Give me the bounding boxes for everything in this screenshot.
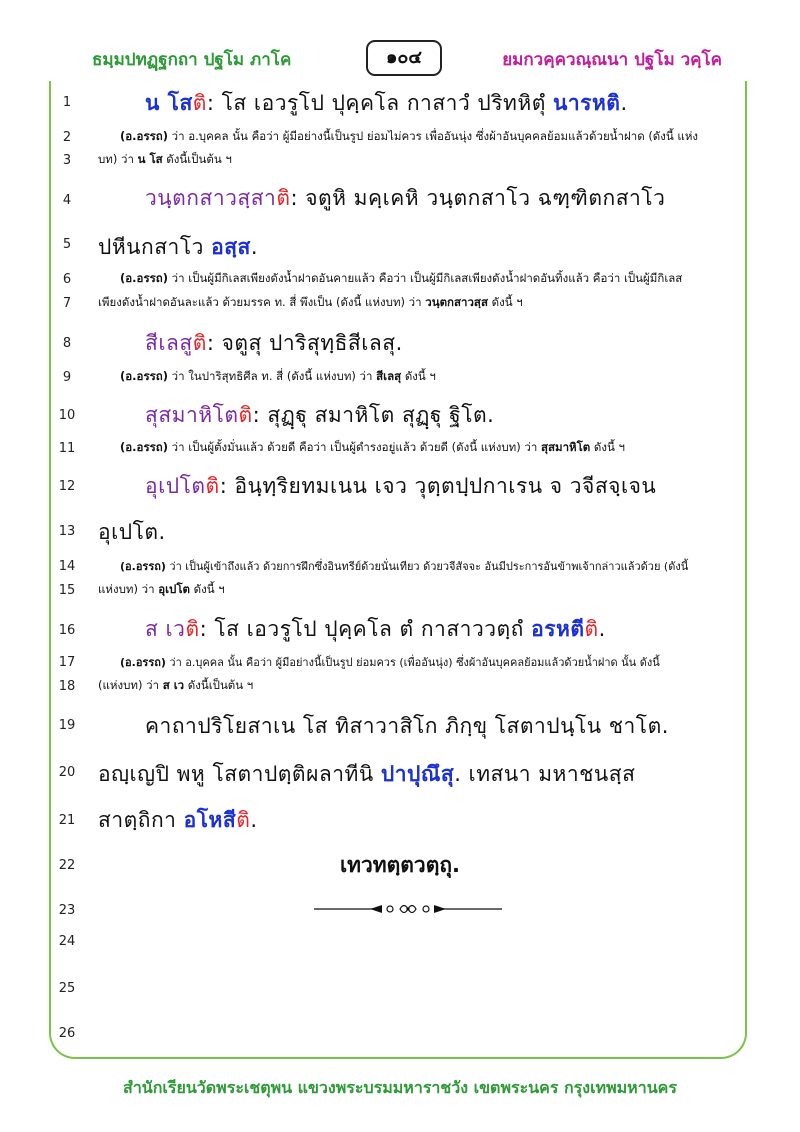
line-number: 5: [62, 237, 72, 252]
term-bold: ส เว: [162, 678, 185, 692]
line-number: 26: [58, 1026, 76, 1041]
page-header: [0, 40, 800, 80]
pali-text: ปหีนกสาโว: [98, 235, 212, 259]
term-bold: สุสมาหิโต: [540, 440, 591, 454]
thai-line-9: [120, 368, 436, 386]
pali-line-1: [145, 87, 628, 120]
line-number: 13: [58, 524, 76, 539]
iti-particle: ติ: [238, 403, 253, 427]
pali-text: คาถาปริโยสาเน โส ทิสาวาสิโก ภิกฺขุ โสตาปนฺโน ชาโต.: [145, 714, 669, 738]
pali-line-19: [145, 710, 669, 743]
thai-text: ดังนี้ ฯ: [590, 440, 625, 454]
line-number: 7: [62, 296, 72, 311]
line-number: 21: [58, 813, 76, 828]
thai-line-6: [120, 270, 682, 288]
thai-line-7: [98, 294, 523, 312]
line-number: 9: [62, 370, 72, 385]
line-number: 11: [58, 441, 76, 456]
line-number: 3: [62, 153, 72, 168]
pali-line-21: [98, 804, 258, 837]
attha-label: (อ.อรรถ): [120, 271, 169, 285]
thai-text: ดังนี้เป็นต้น ฯ: [184, 678, 254, 692]
line-number: 20: [58, 765, 76, 780]
thai-text: ว่า เป็นผู้เข้าถึงแล้ว ด้วยการฝึกซึ่งอินทรีย์ด้วยนั่นเทียว ด้วยวจีสัจจะ อันมีประการอันข้าพเจ้ากล่าวแล้วด้วย (ดังนี้: [165, 560, 689, 573]
thai-text: บท) ว่า: [98, 152, 138, 166]
verb-highlight: อโหสี: [183, 808, 237, 832]
line-number: 23: [58, 903, 76, 918]
page-number-badge: ๑๐๔: [366, 40, 442, 76]
ornament-divider: [312, 900, 504, 918]
attha-label: (อ.อรรถ): [120, 369, 169, 383]
iti-particle: ติ: [584, 617, 599, 641]
thai-line-3: [98, 151, 232, 169]
pali-text: อุเปโต.: [98, 520, 166, 544]
pali-text: : โส เอวรูโป ปุคฺคโล ตํ กาสาววตฺถํ: [199, 617, 532, 641]
line-number: 19: [58, 718, 76, 733]
iti-particle: ติ: [236, 808, 251, 832]
line-number: 24: [58, 934, 76, 949]
pali-line-4: [145, 182, 665, 215]
line-number: 25: [58, 981, 76, 996]
headword: ส เว: [145, 617, 186, 641]
line-number: 4: [62, 193, 72, 208]
thai-line-15: [98, 581, 225, 599]
attha-label: (อ.อรรถ): [120, 560, 166, 573]
line-number: 1: [62, 95, 72, 110]
line-number: 10: [58, 408, 76, 423]
pali-text: อญฺเญปิ พหู โสตาปตฺติผลาทีนิ: [98, 762, 381, 786]
page-footer: สำนักเรียนวัดพระเชตุพน แขวงพระบรมมหาราชวัง เขตพระนคร กรุงเทพมหานคร: [123, 1078, 677, 1097]
line-number: 2: [62, 130, 72, 145]
pali-line-13: [98, 516, 166, 549]
iti-particle: ติ: [276, 186, 291, 210]
thai-text: ดังนี้ ฯ: [190, 582, 225, 596]
verb-highlight: อรหตี: [531, 617, 585, 641]
line-number: 18: [58, 679, 76, 694]
line-number: 12: [58, 479, 76, 494]
pali-text: : โส เอวรูโป ปุคฺคโล กาสาวํ ปริทหิตุํ: [206, 91, 554, 115]
pali-text: สาตฺถิกา: [98, 808, 184, 832]
pali-line-8: [145, 327, 403, 360]
story-title: เทวทตฺตวตฺถุ.: [339, 853, 461, 877]
pali-line-16: [145, 613, 606, 646]
term-bold: อุเปโต: [158, 582, 190, 596]
pali-text: : สุฏฺฐุ สมาหิโต สุฏฺฐุ ฐิโต.: [252, 403, 495, 427]
line-number: 22: [58, 858, 76, 873]
thai-text: ดังนี้ ฯ: [401, 369, 436, 383]
thai-text: ดังนี้ ฯ: [487, 295, 523, 309]
headword: อุเปโต: [145, 474, 206, 498]
punctuation: .: [598, 617, 606, 641]
iti-particle: ติ: [185, 617, 200, 641]
pali-text: : จตูสุ ปาริสุทฺธิสีเลสุ.: [206, 331, 403, 355]
thai-text: แห่งบท) ว่า: [98, 582, 159, 596]
term-bold: สีเลสุ: [376, 369, 402, 383]
term-bold: วนฺตกสาวสฺส: [425, 295, 488, 309]
thai-text: (แห่งบท) ว่า: [98, 678, 163, 692]
thai-line-11: [120, 439, 625, 457]
thai-text: ว่า อ.บุคคล นั้น คือว่า ผู้มีอย่างนี้เป็นรูป ย่อมไม่ควร เพื่ออันนุ่ง ซึ่งผ้าอันบุคคลย้อมแล้วด้วยน้ำฝาด (ดังนี้ แห่ง: [168, 129, 699, 143]
headword: น โส: [145, 91, 193, 115]
verb-highlight: นารหติ: [553, 91, 621, 115]
pali-line-12: [145, 470, 656, 503]
headword: สุสมาหิโต: [145, 403, 239, 427]
attha-label: (อ.อรรถ): [120, 656, 166, 669]
line-number: 17: [58, 655, 76, 670]
punctuation: .: [250, 235, 259, 259]
thai-text: ว่า ในปาริสุทธิศีล ท. สี่ (ดังนี้ แห่งบท) ว่า: [168, 369, 377, 383]
headword: วนฺตกสาวสฺสา: [145, 186, 277, 210]
pali-line-5: [98, 231, 258, 264]
line-number: 8: [62, 336, 72, 351]
line-number: 6: [62, 272, 72, 287]
thai-text: เพียงดังน้ำฝาดอันละแล้ว ด้วยมรรค ท. สี่ พึงเป็น (ดังนี้ แห่งบท) ว่า: [98, 295, 426, 309]
attha-label: (อ.อรรถ): [120, 129, 169, 143]
thai-line-17: [120, 653, 660, 671]
punctuation: .: [620, 91, 628, 115]
term-bold: น โส: [137, 152, 163, 166]
verb-highlight: ปาปุณึสุ: [380, 762, 455, 786]
attha-label: (อ.อรรถ): [120, 440, 169, 454]
verb-highlight: อสฺส: [211, 235, 251, 259]
line-number: 16: [58, 623, 76, 638]
thai-line-18: [98, 677, 253, 695]
thai-line-14: [120, 557, 688, 575]
thai-line-2: [120, 128, 698, 146]
pali-text: . เทสนา มหาชนสฺส: [454, 762, 636, 786]
iti-particle: ติ: [192, 91, 207, 115]
headword: สีเลสู: [145, 331, 193, 355]
line-number: 14: [58, 559, 76, 574]
thai-text: ว่า เป็นผู้มีกิเลสเพียงดังน้ำฝาดอันคายแล้ว คือว่า เป็นผู้มีกิเลสเพียงดังน้ำฝาดอันทิ้งแล้ว คือว่า เป็นผู้มีกิเลส: [168, 271, 683, 285]
thai-text: ว่า อ.บุคคล นั้น คือว่า ผู้มีอย่างนี้เป็นรูป ย่อมควร (เพื่ออันนุ่ง) ซึ่งผ้าอันบุคคลย้อมแล้วด้วยน้ำฝาด นั้น ดังนี้: [165, 656, 660, 669]
header-left-title: ธมฺมปทฏฺฐกถา ปฐโม ภาโค: [92, 50, 292, 70]
thai-text: ดังนี้เป็นต้น ฯ: [162, 152, 232, 166]
punctuation: .: [250, 808, 258, 832]
header-right-title: ยมกวคฺควณฺณนา ปฐโม วคฺโค: [502, 50, 722, 70]
pali-line-10: [145, 399, 494, 432]
pali-line-20: [98, 758, 635, 791]
iti-particle: ติ: [205, 474, 220, 498]
pali-text: : อินฺทฺริยทมเนน เจว วุตฺตปฺปกาเรน จ วจีสจฺเจน: [219, 474, 657, 498]
pali-text: : จตูหิ มคฺเคหิ วนฺตกสาโว ฉฑฺฑิตกสาโว: [290, 186, 666, 210]
iti-particle: ติ: [192, 331, 207, 355]
thai-text: ว่า เป็นผู้ตั้งมั่นแล้ว ด้วยดี คือว่า เป็นผู้ดำรงอยู่แล้ว ด้วยดี (ดังนี้ แห่งบท) ว่า: [168, 440, 541, 454]
line-number: 15: [58, 583, 76, 598]
